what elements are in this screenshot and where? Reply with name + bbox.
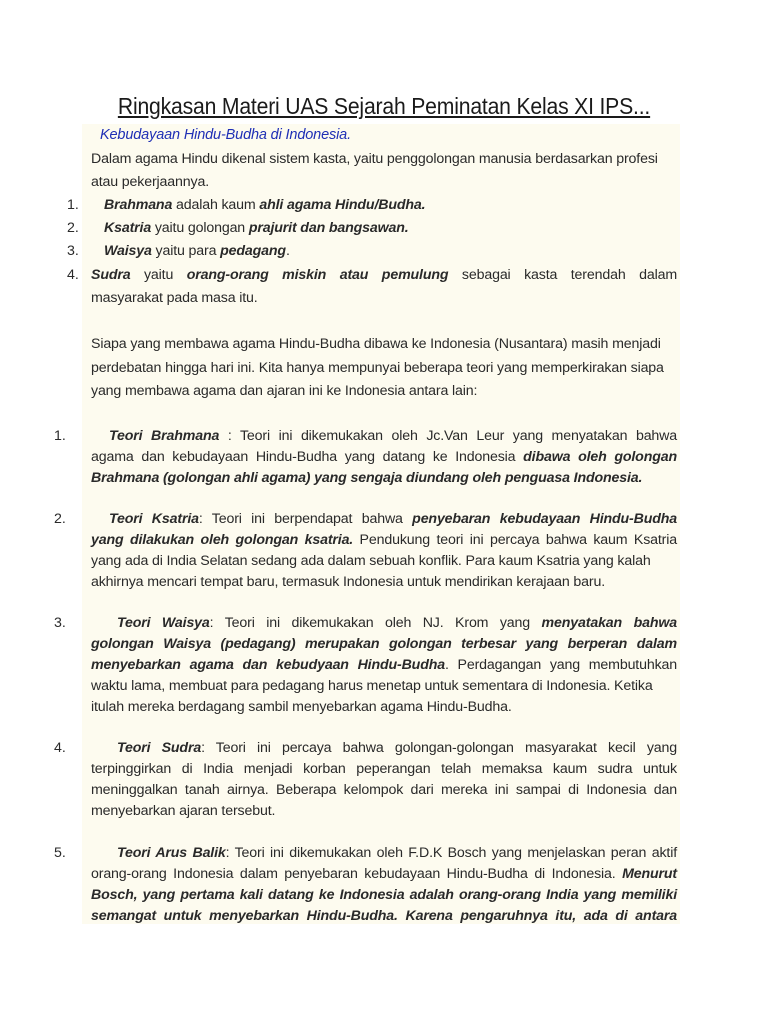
theory-text: : Teori ini dikemukakan oleh NJ. Krom yang (209, 615, 542, 631)
theory-line: golongan Waisya (pedagang) merupakan golongan terbesar yang berperan dalam (91, 636, 677, 652)
kasta-end: . (285, 243, 290, 259)
theory-text: Pendukung teori ini percaya bahwa kaum Ksatria (353, 532, 677, 548)
theory-line: Bosch, yang pertama kali datang ke Indonesia adalah orang-orang India yang memiliki (91, 887, 677, 903)
theory-line (91, 655, 677, 676)
list-item (104, 241, 290, 262)
theory-number: 5. (54, 845, 66, 861)
theory-line: Brahmana (golongan ahli agama) yang sengaja diundang oleh penguasa Indonesia. (91, 470, 643, 486)
list-number: 3. (67, 243, 79, 259)
theory-line (91, 530, 677, 551)
kasta-desc: prajurit dan bangsawan. (248, 220, 409, 236)
theory-line: itulah mereka berdagang sambil menyebarkan agama Hindu-Budha. (91, 699, 512, 715)
kasta-name: Ksatria (104, 220, 152, 236)
theory-number: 3. (54, 615, 66, 631)
theory-line: meninggalkan tanah airnya. Beberapa kelompok dari mereka ini sampai di Indonesia dan (91, 782, 677, 798)
theory-name: Teori Waisya (117, 615, 210, 631)
theory-text: : Teori ini percaya bahwa golongan-golongan masyarakat kecil yang (201, 740, 677, 756)
theory-line (91, 843, 677, 864)
theory-emphasis: menyebarkan agama dan kebudyaan Hindu-Budha (91, 657, 445, 673)
theory-name: Teori Sudra (117, 740, 202, 756)
kasta-end: sebagai kasta terendah dalam (448, 267, 677, 283)
theory-text: orang-orang Indonesia dalam penyebaran kebudayaan Hindu-Budha di Indonesia. (91, 866, 623, 882)
theory-line: akhirnya mencari tempat baru, termasuk Indonesia untuk mendirikan kerajaan baru. (91, 574, 606, 590)
theory-line (91, 738, 677, 759)
theory-text: . Perdagangan yang membutuhkan (444, 657, 678, 673)
intro-line-2: atau pekerjaannya. (91, 174, 209, 190)
theory-emphasis: Menurut (622, 866, 677, 882)
kasta-name: Waisya (104, 243, 152, 259)
theory-line (91, 613, 677, 634)
theory-emphasis: dibawa oleh golongan (523, 449, 677, 465)
list-item-continuation: masyarakat pada masa itu. (91, 290, 258, 306)
theory-emphasis: menyatakan bahwa (541, 615, 677, 631)
theory-line: menyebarkan ajaran tersebut. (91, 803, 276, 819)
theory-name: Teori Ksatria (109, 511, 199, 527)
kasta-text: yaitu para (151, 243, 221, 259)
theory-text: : Teori ini dikemukakan oleh Jc.Van Leur yang menyatakan bahwa (219, 428, 678, 444)
paragraph-line: perdebatan hingga hari ini. Kita hanya mempunyai beberapa teori yang memperkirakan siapa (91, 360, 664, 376)
list-item (104, 195, 425, 216)
kasta-text: yaitu (130, 267, 187, 283)
kasta-name: Brahmana (104, 197, 173, 213)
list-item (91, 265, 677, 286)
theory-name: Teori Arus Balik (117, 845, 226, 861)
paragraph-line: Siapa yang membawa agama Hindu-Budha dibawa ke Indonesia (Nusantara) masih menjadi (91, 336, 661, 352)
list-number: 2. (67, 220, 79, 236)
intro-line-1: Dalam agama Hindu dikenal sistem kasta, yaitu penggolongan manusia berdasarkan profesi (91, 151, 658, 167)
theory-number: 4. (54, 740, 66, 756)
kasta-desc: pedagang (220, 243, 286, 259)
list-number: 1. (67, 197, 79, 213)
theory-line: yang ada di India Selatan sedang ada dalam sebuah konflik. Para kaum Ksatria yang kalah (91, 553, 651, 569)
kasta-text: adalah kaum (172, 197, 260, 213)
theory-line: waktu lama, membuat para pedagang harus menetap untuk sementara di Indonesia. Ketika (91, 678, 653, 694)
theory-text: agama dan kebudayaan Hindu-Budha yang datang ke Indonesia (91, 449, 524, 465)
kasta-desc: orang-orang miskin atau pemulung (186, 267, 449, 283)
theory-line: semangat untuk menyebarkan Hindu-Budha. Karena pengaruhnya itu, ada di antara (91, 908, 677, 924)
list-item (104, 218, 409, 239)
paragraph-line: yang membawa agama dan ajaran ini ke Indonesia antara lain: (91, 383, 478, 399)
section-heading: Kebudayaan Hindu-Budha di Indonesia. (100, 127, 351, 143)
theory-line (91, 509, 677, 530)
theory-emphasis: penyebaran kebudayaan Hindu-Budha (412, 511, 677, 527)
page-title: Ringkasan Materi UAS Sejarah Peminatan Kelas XI IPS... (117, 93, 651, 119)
kasta-desc: ahli agama Hindu/Budha. (259, 197, 426, 213)
theory-line (91, 426, 677, 447)
kasta-text: yaitu golongan (151, 220, 249, 236)
theory-line (91, 864, 677, 885)
theory-text: : Teori ini berpendapat bahwa (198, 511, 413, 527)
list-number: 4. (67, 267, 79, 283)
theory-line: terpinggirkan di India menjadi korban peperangan telah memaksa kaum sudra untuk (91, 761, 677, 777)
theory-text: : Teori ini dikemukakan oleh F.D.K Bosch yang menjelaskan peran aktif (225, 845, 677, 861)
theory-number: 2. (54, 511, 66, 527)
theory-number: 1. (54, 428, 66, 444)
kasta-name: Sudra (91, 267, 131, 283)
theory-line (91, 447, 677, 468)
theory-emphasis: yang dilakukan oleh golongan ksatria. (91, 532, 354, 548)
theory-name: Teori Brahmana (109, 428, 220, 444)
